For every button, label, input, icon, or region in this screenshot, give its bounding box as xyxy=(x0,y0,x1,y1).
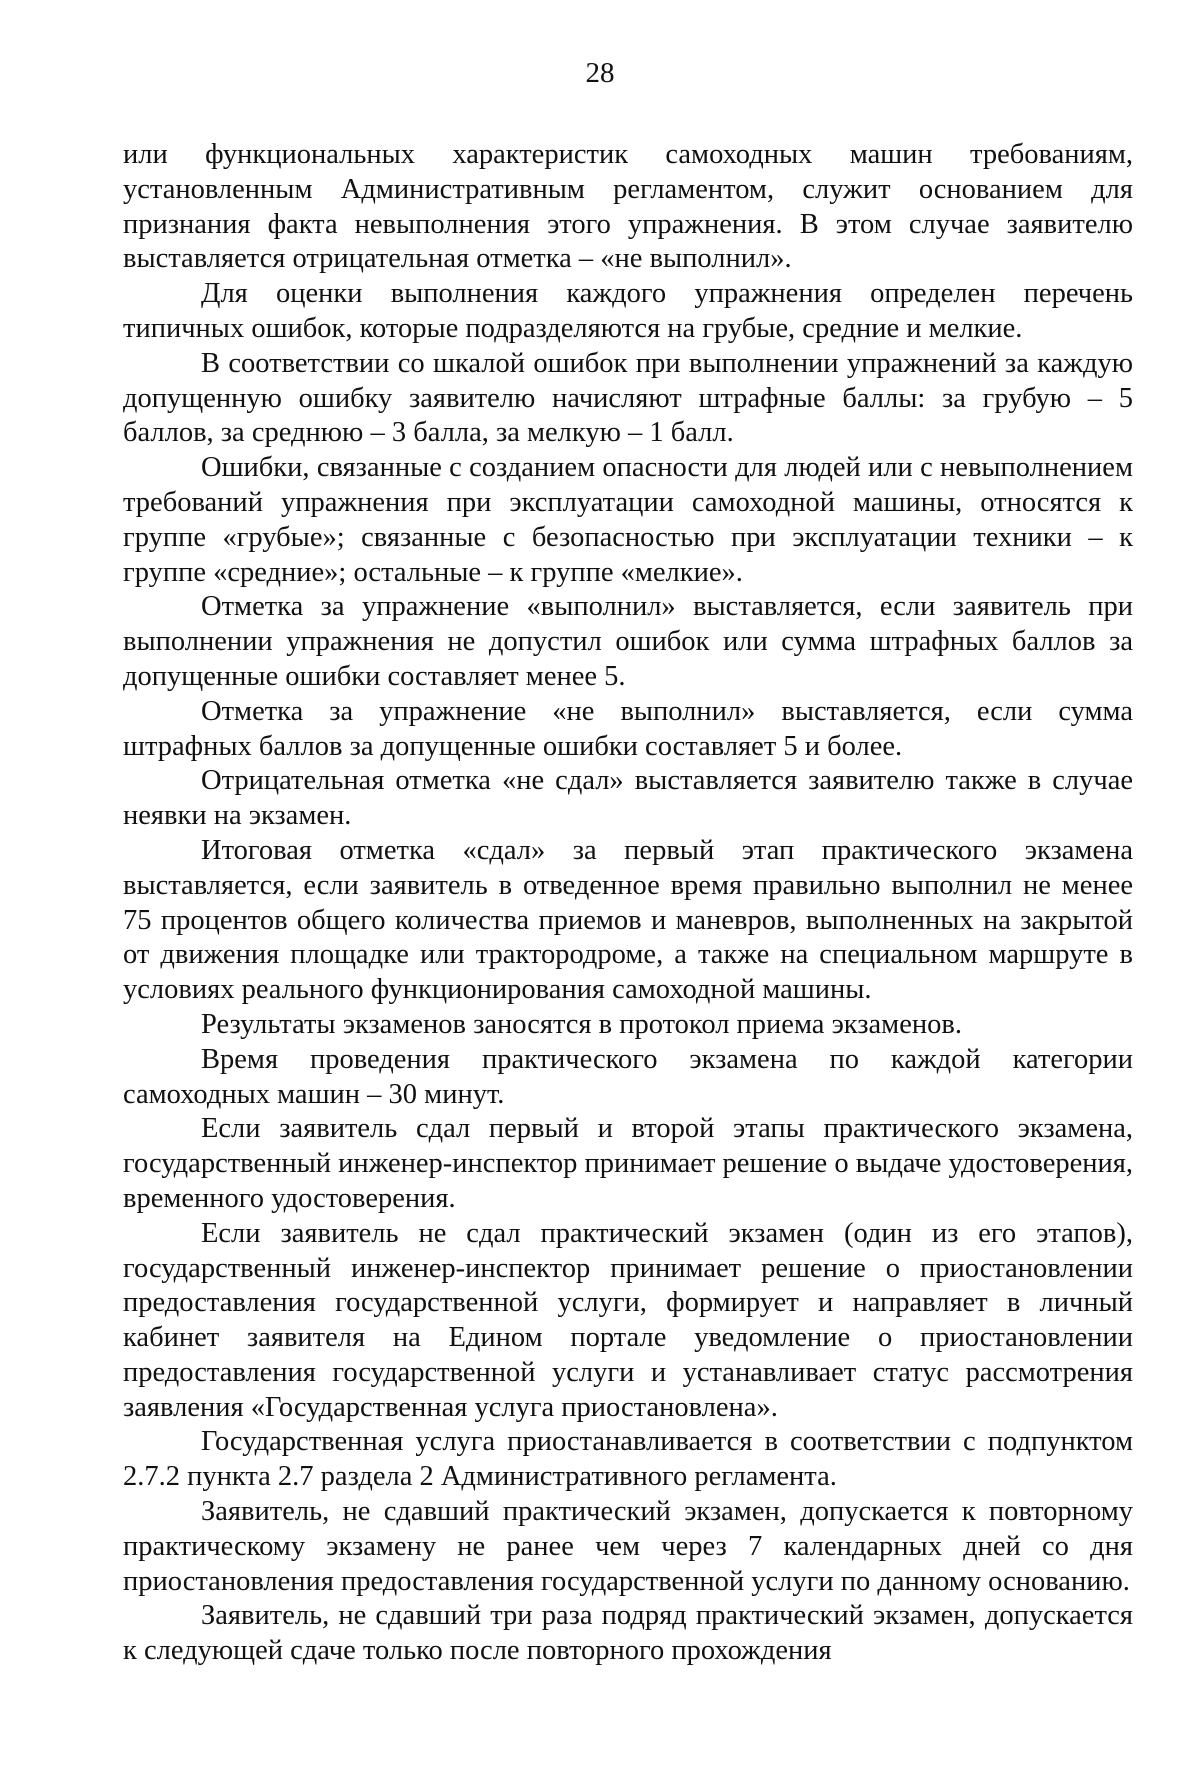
document-body xyxy=(123,138,1133,1669)
paragraph-results-protocol: Результаты экзаменов заносятся в протокол приема экзаменов. xyxy=(201,1008,962,1040)
paragraph-three-failures: Заявитель, не сдавший три раза подряд практический экзамен, допускается к следующей сдаче только после повторного прохождения xyxy=(123,1600,1133,1667)
paragraph-failed-mark: Отметка за упражнение «не выполнил» выставляется, если сумма штрафных баллов за допущенные ошибки составляет 5 и более. xyxy=(123,695,1133,762)
paragraph-license-issue: Если заявитель сдал первый и второй этапы практического экзамена, государственный инженер-инспектор принимает решение о выдаче удостоверения, временного удостоверения. xyxy=(123,1113,1133,1214)
paragraph-continuation: или функциональных характеристик самоходных машин требованиям, установленным Административным регламентом, служит основанием для признания факта невыполнения этого упражнения. В этом случае заявителю выставляется отрицательная отметка – «не выполнил». xyxy=(123,139,1133,275)
paragraph-penalty-points: В соответствии со шкалой ошибок при выполнении упражнений за каждую допущенную ошибку заявителю начисляют штрафные баллы: за грубую – 5 баллов, за среднюю – 3 балла, за мелкую – 1 балл. xyxy=(123,347,1133,449)
paragraph-error-types: Для оценки выполнения каждого упражнения определен перечень типичных ошибок, которые подразделяются на грубые, средние и мелкие. xyxy=(123,278,1133,344)
page-number: 28 xyxy=(585,57,615,89)
paragraph-suspension-basis: Государственная услуга приостанавливается в соответствии с подпунктом 2.7.2 пункта 2.7 раздела 2 Административного регламента. xyxy=(123,1426,1133,1493)
paragraph-no-show: Отрицательная отметка «не сдал» выставляется заявителю также в случае неявки на экзамен. xyxy=(123,765,1133,832)
paragraph-error-groups: Ошибки, связанные с созданием опасности для людей или с невыполнением требований упражнения при эксплуатации самоходной машины, относятся к группе «грубые»; связанные с безопасностью при эксплуатации техники – к группе «средние»; остальные – к группе «мелкие». xyxy=(123,452,1133,588)
paragraph-retake: Заявитель, не сдавший практический экзамен, допускается к повторному практическому экзамену не ранее чем через 7 календарных дней со дня приостановления предоставления государственной услуги по данному основанию. xyxy=(123,1496,1133,1597)
paragraph-suspension: Если заявитель не сдал практический экзамен (один из его этапов), государственный инженер-инспектор принимает решение о приостановлении предоставления государственной услуги, формирует и направляет в личный кабинет заявителя на Едином портале уведомление о приостановлении предоставления государственной услуги и устанавливает статус рассмотрения заявления «Государственная услуга приостановлена». xyxy=(123,1217,1133,1423)
paragraph-final-mark: Итоговая отметка «сдал» за первый этап практического экзамена выставляется, если заявитель в отведенное время правильно выполнил не менее 75 процентов общего количества приемов и маневров, выполненных на закрытой от движения площадке или трактородроме, а также на специальном маршруте в условиях реального функционирования самоходной машины. xyxy=(123,834,1133,1006)
paragraph-exam-duration: Время проведения практического экзамена по каждой категории самоходных машин – 30 минут. xyxy=(123,1043,1133,1110)
paragraph-passed-mark: Отметка за упражнение «выполнил» выставляется, если заявитель при выполнении упражнения не допустил ошибок или сумма штрафных баллов за допущенные ошибки составляет менее 5. xyxy=(123,591,1133,692)
